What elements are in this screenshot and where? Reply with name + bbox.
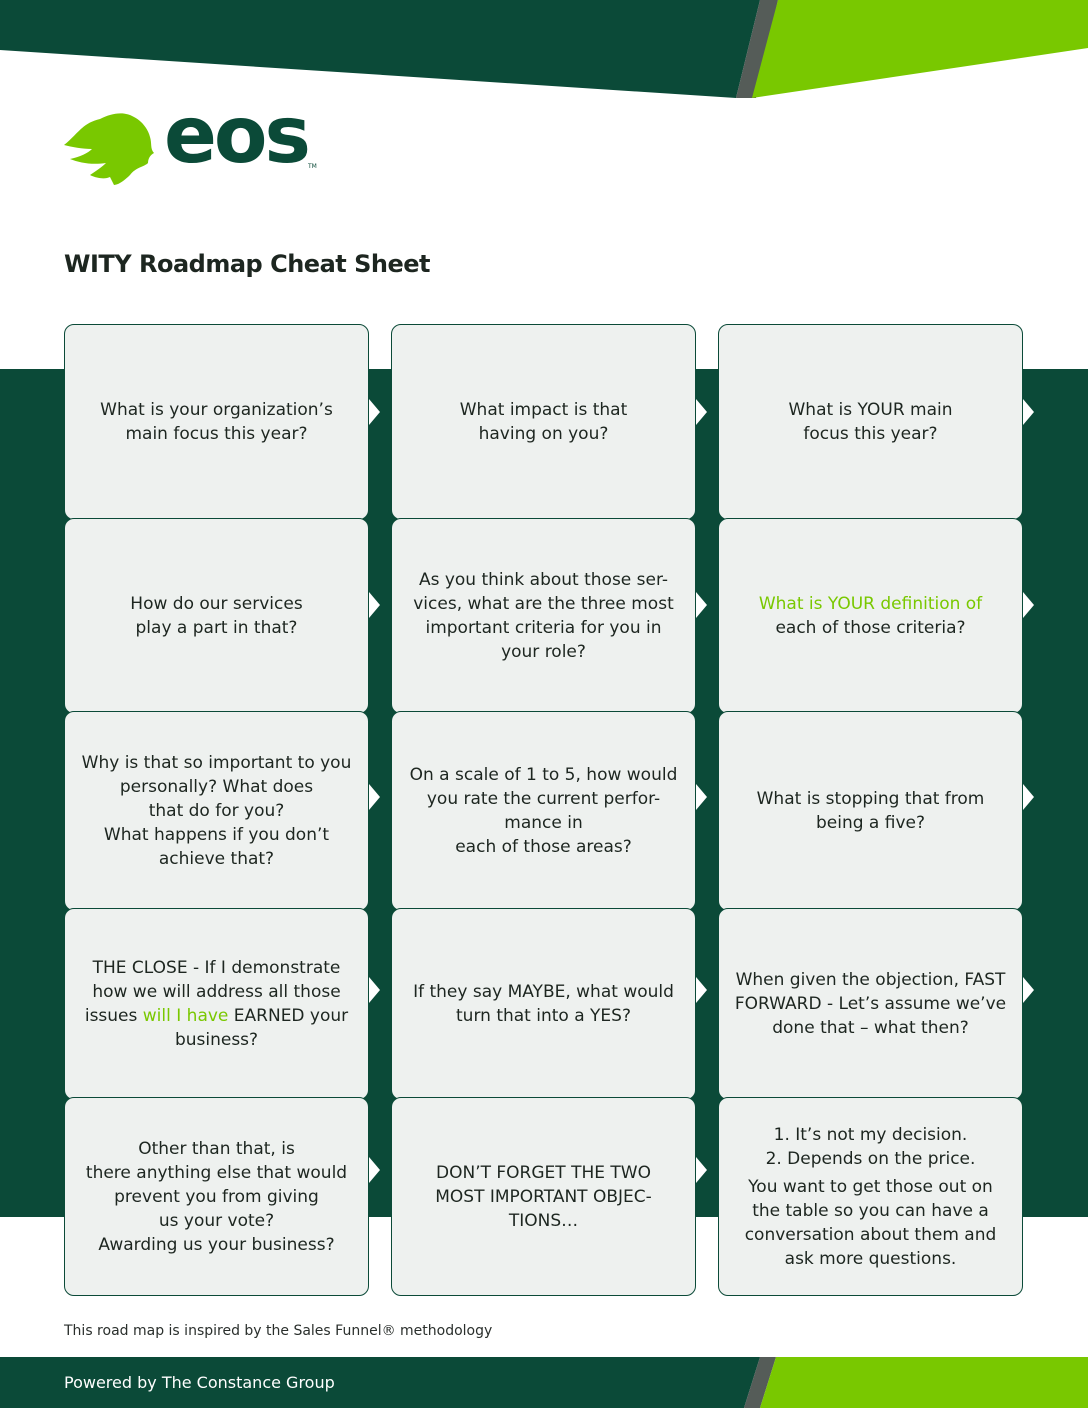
roadmap-card-r5c3: [718, 1097, 1023, 1296]
card-text: When given the objection, FAST FORWARD - Let’s assume we’ve done that – what then?: [734, 970, 1007, 1038]
arrow-right-icon: [1023, 399, 1034, 425]
roadmap-card-r1c1: [64, 324, 369, 520]
card-text: What is stopping that from being a five?: [756, 789, 985, 833]
highlight-text: will I have: [142, 1006, 229, 1026]
card-text: [745, 1123, 997, 1271]
arrow-right-icon: [696, 784, 707, 810]
top-banner: [0, 0, 1088, 100]
roadmap-card-r2c2: [391, 518, 696, 714]
eos-logo: [62, 91, 332, 190]
objection-note: You want to get those out on the table so you can have a conversation about them and ask more questions.: [744, 1176, 997, 1269]
roadmap-card-r4c3: [718, 908, 1023, 1100]
card-text: As you think about those ser- vices, what are the three most important criteria for you in your role?: [413, 570, 674, 662]
card-text-part-a: THE CLOSE - If I demonstrate how we will address all those issues: [84, 958, 341, 1026]
card-text: How do our services play a part in that?: [130, 594, 303, 638]
roadmap-card-r5c2: [391, 1097, 696, 1296]
roadmap-card-r1c2: [391, 324, 696, 520]
card-text: DON’T FORGET THE TWO MOST IMPORTANT OBJEC- TIONS…: [435, 1162, 652, 1231]
card-text: On a scale of 1 to 5, how would you rate the current perfor- mance in each of those areas?: [409, 765, 678, 857]
card-text: [759, 592, 982, 640]
arrow-right-icon: [696, 1157, 707, 1183]
card-text: What impact is that having on you?: [459, 400, 628, 444]
methodology-note: This road map is inspired by the Sales Funnel® methodology: [64, 1323, 493, 1339]
arrow-right-icon: [369, 1157, 380, 1183]
arrow-right-icon: [369, 592, 380, 618]
roadmap-card-r3c1: [64, 711, 369, 911]
card-text: If they say MAYBE, what would turn that into a YES?: [413, 982, 674, 1026]
card-text: What is YOUR main focus this year?: [788, 400, 953, 444]
roadmap-card-r2c1: [64, 518, 369, 714]
card-text-rest: each of those criteria?: [775, 618, 966, 638]
arrow-right-icon: [369, 784, 380, 810]
logo-trademark: TM: [308, 163, 317, 170]
highlight-text: What is YOUR definition of: [758, 594, 983, 614]
roadmap-card-r1c3: [718, 324, 1023, 520]
top-banner-dark: [0, 0, 760, 98]
card-text: What is your organization’s main focus this year?: [100, 400, 333, 444]
arrow-right-icon: [1023, 784, 1034, 810]
objection-list: 1. It’s not my decision. 2. Depends on the price.: [765, 1124, 976, 1169]
arrow-right-icon: [1023, 977, 1034, 1003]
hair-silhouette-icon: [62, 105, 162, 190]
roadmap-grid: [64, 324, 1024, 1296]
logo-wordmark: eos: [164, 91, 308, 181]
card-text: [85, 956, 348, 1052]
roadmap-card-r2c3: [718, 518, 1023, 714]
card-text: Why is that so important to you personally? What does that do for you? What happens if you don’t achieve that?: [81, 753, 352, 869]
roadmap-card-r3c3: [718, 711, 1023, 911]
arrow-right-icon: [696, 399, 707, 425]
powered-by: Powered by The Constance Group: [64, 1373, 335, 1392]
arrow-right-icon: [696, 977, 707, 1003]
card-text: Other than that, is there anything else that would prevent you from giving us your vote? Awarding us your business?: [85, 1138, 348, 1255]
roadmap-card-r5c1: [64, 1097, 369, 1296]
roadmap-card-r4c1: [64, 908, 369, 1100]
bottom-banner-lime: [760, 1357, 1088, 1408]
top-banner-lime: [752, 0, 1088, 98]
roadmap-card-r4c2: [391, 908, 696, 1100]
arrow-right-icon: [1023, 592, 1034, 618]
page-title: WITY Roadmap Cheat Sheet: [64, 250, 430, 278]
arrow-right-icon: [369, 399, 380, 425]
arrow-right-icon: [369, 977, 380, 1003]
card-text-part-b: EARNED your business?: [174, 1006, 349, 1050]
arrow-right-icon: [696, 592, 707, 618]
roadmap-card-r3c2: [391, 711, 696, 911]
